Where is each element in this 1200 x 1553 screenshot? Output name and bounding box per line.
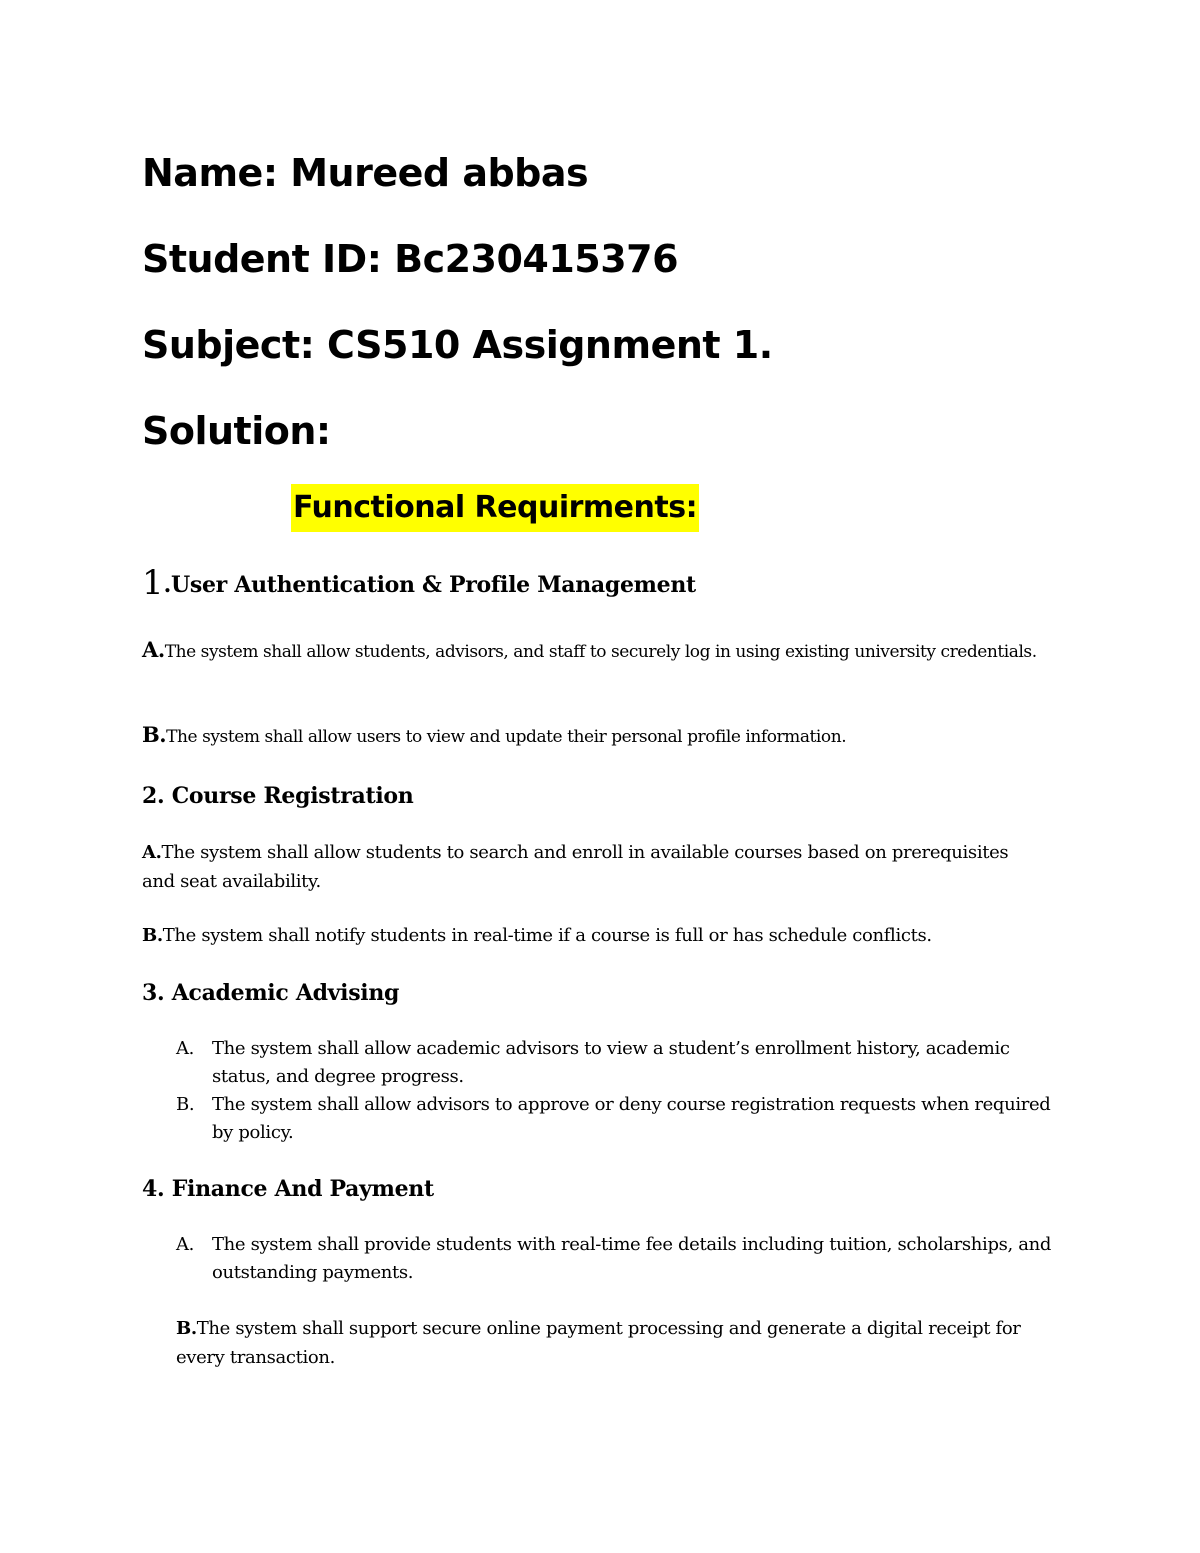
section-1-heading <box>142 563 696 603</box>
list-marker: B. <box>176 1094 195 1115</box>
section-3-heading: 3. Academic Advising <box>142 980 400 1006</box>
item-text: The system shall allow students, advisors, and staff to securely log in using existing university credentials. <box>164 642 1037 662</box>
list-marker: A. <box>176 1038 195 1059</box>
section-1-item-b <box>142 719 1042 753</box>
list-item <box>176 1231 1056 1287</box>
item-text: The system shall allow academic advisors to view a student’s enrollment history, academic status, and degree progress. <box>212 1038 1010 1087</box>
section-4-heading: 4. Finance And Payment <box>142 1176 434 1202</box>
item-label: A. <box>142 842 162 863</box>
section-2-item-b <box>142 921 1042 950</box>
name-line: Name: Mureed abbas <box>142 151 589 195</box>
section-4-list <box>176 1231 1056 1287</box>
section-1-item-a <box>142 634 1042 668</box>
item-text: The system shall notify students in real-time if a course is full or has schedule conflicts. <box>162 925 932 946</box>
item-text: The system shall allow users to view and update their personal profile information. <box>166 727 847 747</box>
list-marker: A. <box>176 1234 195 1255</box>
list-item <box>176 1091 1056 1147</box>
item-text: The system shall allow advisors to approve or deny course registration requests when required by policy. <box>212 1094 1051 1143</box>
section-2-item-a <box>142 838 1042 896</box>
section-2-heading: 2. Course Registration <box>142 783 414 809</box>
list-item <box>176 1035 1056 1091</box>
item-label: B. <box>142 925 163 946</box>
item-label: A. <box>142 637 165 662</box>
item-text: The system shall provide students with real-time fee details including tuition, scholarships, and outstanding payments. <box>212 1234 1052 1283</box>
section-4-item-b <box>176 1314 1046 1372</box>
section-3-list <box>176 1035 1056 1147</box>
item-label: B. <box>142 722 167 747</box>
subject-line: Subject: CS510 Assignment 1. <box>142 323 773 367</box>
solution-heading: Solution: <box>142 409 331 453</box>
section-1-number: 1 <box>142 563 164 603</box>
section-1-title: .User Authentication & Profile Management <box>163 572 696 598</box>
item-text: The system shall allow students to search and enroll in available courses based on prerequisites and seat availability. <box>142 842 1009 892</box>
functional-requirements-heading: Functional Requirments: <box>291 484 699 532</box>
student-id-line: Student ID: Bc230415376 <box>142 237 679 281</box>
item-label: B. <box>176 1318 197 1339</box>
item-text: The system shall support secure online payment processing and generate a digital receipt for every transaction. <box>176 1318 1021 1368</box>
